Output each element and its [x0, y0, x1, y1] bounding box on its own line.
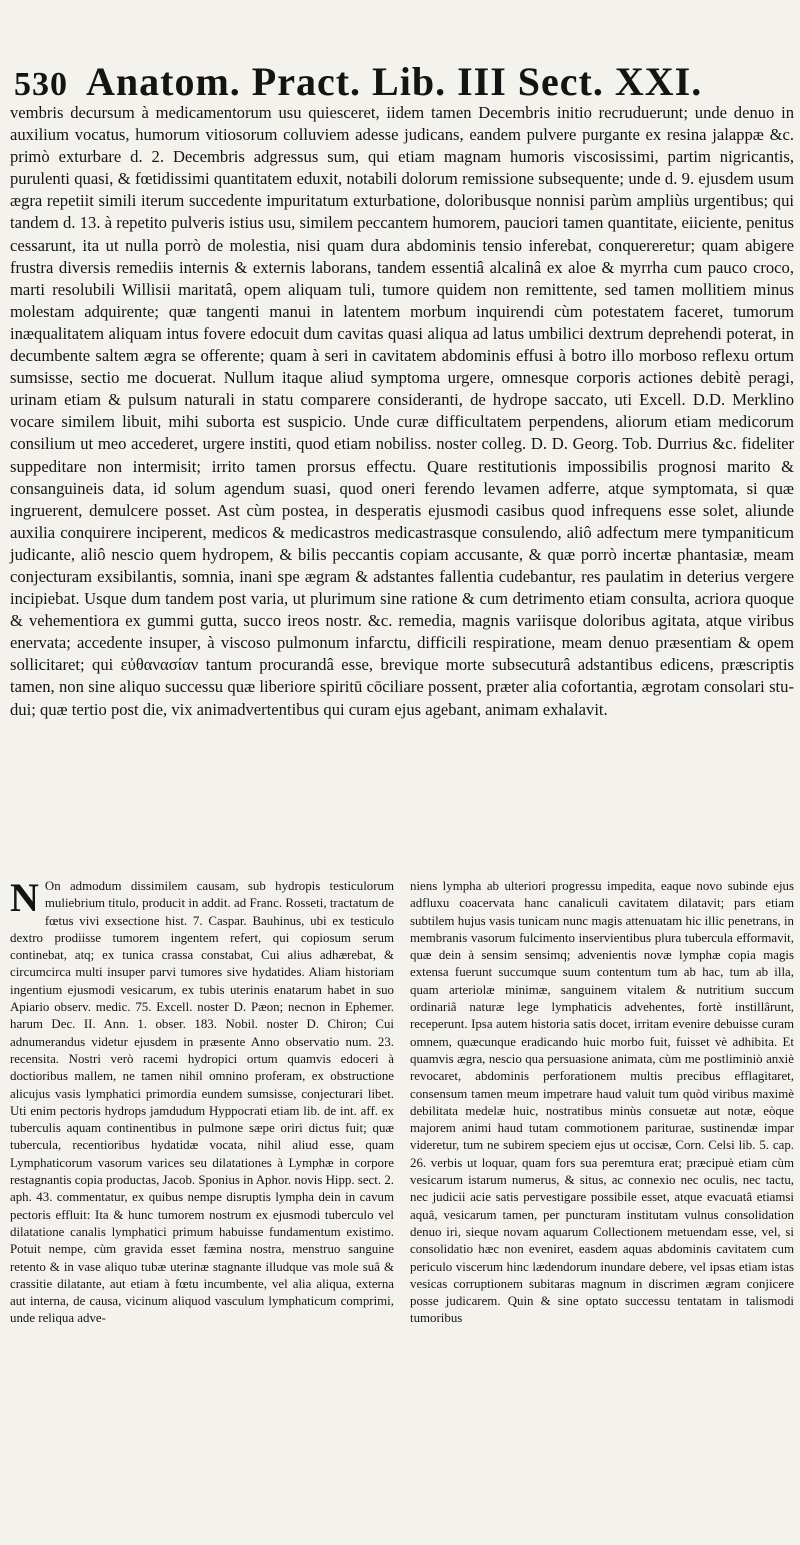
left-column — [10, 878, 394, 1538]
page-header — [14, 58, 734, 104]
two-column-section — [10, 878, 794, 1538]
right-column-text: niens lympha ab ulteriori progressu impedita, eaque novo subinde ejus adfluxu coacervata hanc canaliculi cavitatem dilatavit; pars etiam subtilem hujus vasis tunicam nunc magis attenuatam hic illic penetrans, in membranis vasorum fulcimento inservientibus plura tubercula efformavit, quæ dein à sensim sensimq; advenientis novæ lymphæ copia magis extensa fuerunt succumque suum contentum tum ab hac, tum ab illa, quam arteriolæ minimæ, sanguinem vitalem & nutritium succum ordinariâ naturæ lege lymphaticis advehentes, fortè instillârunt, receperunt. Ipsa autem historia satis docet, irritam evenire debuisse curam omnem, quæcunque eradicando huic morbo fuit, fuisset vè adhibita. Et quamvis ægra, nescio qua persuasione animata, cùm me postliminiò anxiè revocaret, abdominis perforationem multis precibus efflagitaret, consensum tamen meum impetrare haud valuit tum quòd viribus maximè debilitata medelæ huic, nostratibus minùs consuetæ aut notæ, eòque majorem animi haud tutam commotionem pariturae, sustinendæ impar videretur, tum ne subirem speciem ejus ut occisæ, Corn. Celsi lib. 5. cap. 26. verbis ut loquar, quam fors sua peremtura erat; præcipuè etiam cùm vesicarum istarum numerus, & situs, ac connexio nec oculis, nec tactu, nec judicii acie satis pervestigare possibile esset, atque evacuatâ etiamsi aquâ, vesicarum tamen, per puncturam institutam vulnus consolidation denuo iri, sieque novam aquarum Collectionem metuendam esse, vel, si consolidatio hæc non eveniret, easdem aquas abdominis cavitatem cum periculo viscerum hinc lædendorum inundare debere, vel ipsas etiam istas vesicas corruptionem subitaras magnum in discrimen ægram conjicere posse judicarem. Quin & sine optato successu tentatam in talismodi tumoribus — [410, 879, 794, 1326]
right-column — [410, 878, 794, 1538]
main-text-block — [10, 102, 794, 721]
main-paragraph: vembris decursum à medicamentorum usu quiesceret, iidem tamen Decembris initio recruduerunt; unde denuo in auxilium vocatus, humorum vitiosorum colluviem adesse judicans, eandem pulvere purgante ex resina jalappæ &c. primò exturbare d. 2. Decembris adgressus sum, qui etiam magnam humoris viscosissimi, partim nigricantis, purulenti quasi, & fœtidissimi quantitatem eduxit, notabili dolorum remissione subsequente; unde d. 9. ejusdem usum ægra repetiit simili iterum succedente impuritatum exturbatione, doloribusque nonnisi parùm ampliùs urgentibus; qui tandem d. 13. à repetito pulveris istius usu, similem peccantem humorem, pauciori tamen quantitate, eiiciente, penitus cessarunt, ita ut nulla porrò de molestia, nisi quam dura abdominis tensio inferebat, conquereretur; quam abigere frustra diversis remediis internis & externis laborans, tandem essentiâ alcalinâ ex aloe & myrrha cum pauco croco, marti resolubili Willisii maritatâ, opem aliquam tuli, tumore quidem non remittente, sed tamen mollitiem minus molestam adquirente; quæ tangenti manui in latentem morbum inquirendi cùm potestatem faceret, tumorum inæqualitatem aliquam intus fovere edocuit dum cavitas quasi aliqua ad latus umbilici dextrum deprehendi poterat, in decumbente saltem ægra se offerente; quam à seri in cavitatem abdominis effusi à botro illo morboso reflexu ortum sumsisse, sectio me docuerat. Nullum itaque aliud symptoma urgere, omnesque corporis actiones debitè peragi, urinam etiam & pulsum naturali in statu comparere consideranti, de hydrope saccato, uti Excell. D.D. Merklino vocare similem libuit, mihi suborta est suspicio. Unde curæ difficultatem perpendens, aliorum etiam medicorum consilium ut meo accederet, urgere institi, quod etiam nobiliss. noster colleg. D. D. Georg. Tob. Durrius &c. fideliter suppeditare non intermisit; irrito tamen prorsus effectu. Quare restitutionis impossibilis prognosi marito & consanguineis data, id solum agendum suasi, quod oneri ferendo levamen adferre, atque symptomata, si quæ ingruerent, demulcere posset. Ast cùm postea, in desperatis ejusmodi casibus quod infrequens esse solet, aliunde auxilia conquirere inciperent, medicos & medicastros medicastrasque consulendo, aliô adfectum mere tympaniticum judicante, aliô nescio quem hydropem, & bilis peccantis copiam accusante, & quæ porrò incertæ phantasiæ, meam conjecturam exsibilantis, somnia, inani spe ægram & adstantes fallentia cudebantur, res paulatim in deterius vergere incipiebat. Usque dum tandem post varia, ut plurimum sine ratione & cum detrimento etiam consulta, acriora quoque & vehementiora ex gummi gutta, succo ireos nostr. &c. remedia, magnis variisque doloribus agitata, atque viribus enervata; accedente insuper, à viscoso pulmonum infarctu, difficili respiratione, meam denuo præsentiam & opem sollicitaret; qui εὐθανασίαν tantum procurandâ esse, brevique morte subsecuturâ adstantibus edicens, præscriptis tamen, non sine aliquo successu quæ liberiore spiritū cōciliare possent, præter alia cofortantia, ægrotam consolari studui; quæ tertio post die, vix animadvertentibus qui curam ejus agebant, animam exhalavit. — [10, 103, 794, 719]
left-column-text: On admodum dissimilem causam, sub hydropis testiculorum muliebrium titulo, producit in addit. ad Franc. Rosseti, tractatum de fœtus vivi exsectione hist. 7. Caspar. Bauhinus, ubi ex testiculo dextro prodiisse tumorem ingentem refert, qui copiosum serum continebat, atq; ex tunica crassa constabat, Cui alius adhærebat, & circumcirca multi insuper parvi tumores sive hydatides. Aliam historiam ingentium ejusmodi vesicarum, ex tubis uterinis enatarum habet in suo Apiario observ. medic. 75. Excell. noster D. Pæon; necnon in Ephemer. harum Dec. II. Ann. 1. obser. 183. Nobil. noster D. Chiron; Cui adnumerandus videtur ejusdem in præsente Anno observatio num. 23. recensita. Nostri verò racemi hydropici ortum quamvis edoceri à doctioribus mallem, ne tamen nihil omnino proferam, ex obstructione alicujus vasis lymphatici primordia eundem sumsisse, conjecturari libet. Uti enim pectoris hydrops jamdudum Hyppocrati etiam lib. de int. aff. ex tuberculis aquam continentibus in pulmone sæpe oriri dictus fuit; quæ tubercula, recentioribus hydatidæ vocata, nihil aliud esse, quam Lymphaticorum vasorum varices seu dilatationes à Lymphæ in corpore restagnantis copia productas, Jacob. Sponius in Aphor. novis Hipp. sect. 2. aph. 43. commentatur, ex quibus nempe disruptis lympha dein in cavum pectoris effluit: Ita & hunc tumorem nostrum ex ejusmodi tuberculo vel dilatatione canalis lymphatici primum habuisse fundamentum existimo. Potuit nempe, cùm gravida esset fæmina nostra, menstruo sanguine retento & in vase aliquo tubæ uterinæ stagnante illudque vas mole suâ & crassitie dilatante, aut etiam à fœtu incumbente, vel alia aliqua, externa aut interna, de causa, vicinum aliquod vasculum lymphaticum comprimi, unde reliqua adve- — [10, 879, 394, 1326]
running-title: Anatom. Pract. Lib. III Sect. XXI. — [86, 59, 703, 104]
page-number: 530 — [14, 66, 68, 103]
drop-cap: N — [10, 878, 39, 920]
